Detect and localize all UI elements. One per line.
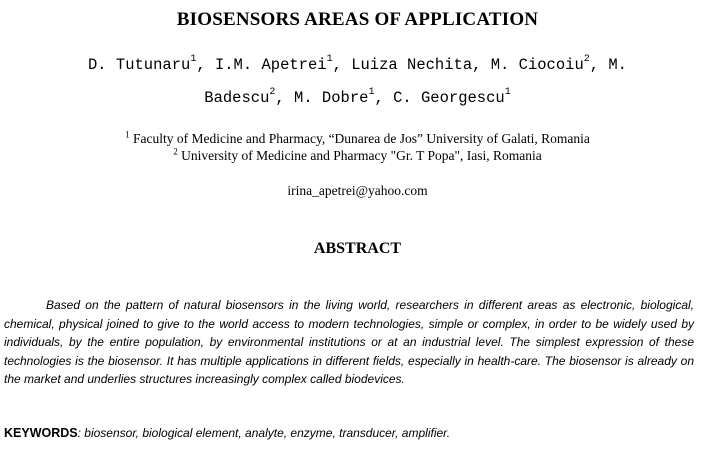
author-name: C. Georgescu [393,89,505,107]
affiliation-2 [0,148,715,164]
author-sep: , [275,89,295,107]
affiliation-1 [0,131,715,147]
abstract-heading: ABSTRACT [313,240,402,257]
author-line-2 [20,82,695,115]
author-sep: , [589,56,609,74]
author-affil-sup: 2 [269,86,276,98]
paper-title: BIOSENSORS AREAS OF APPLICATION [176,9,539,30]
author-sep: , [196,56,215,74]
keywords-label: KEYWORDS [4,426,78,440]
author-sep: , [332,56,352,74]
abstract-body: Based on the pattern of natural biosensors in the living world, researchers in different areas as electronic, biological, chemical, physical joined to give to the world access to modern technologies, simple or complex, in order to be widely used by individuals, by the entire population, by environmental institutions or at an industrial level. The simplest expression of these technologies is the biosensor. It has multiple applications in different fields, especially in health-care. The biosensor is already on the market and underlies structures increasingly complex called biodevices. [4,298,694,387]
affiliation-text: University of Medicine and Pharmacy "Gr. T Popa", Iasi, Romania [181,148,542,163]
author-name: M. [608,56,627,74]
author-list [20,49,695,115]
author-name: I.M. Apetrei [214,56,327,74]
author-name: Luiza Nechita [351,56,473,74]
author-name: Badescu [204,89,270,107]
keywords-list: biosensor, biological element, analyte, enzyme, transducer, amplifier. [84,426,451,440]
affiliation-number: 2 [173,146,178,157]
author-affil-sup: 1 [368,86,375,98]
author-affil-sup: 1 [326,53,333,65]
keywords-line [4,425,704,441]
author-name: D. Tutunaru [88,56,191,74]
keywords-separator: : [77,426,85,440]
author-name: M. Dobre [294,89,369,107]
author-affil-sup: 2 [583,53,590,65]
author-sep: , [374,89,394,107]
author-affil-sup: 1 [190,53,197,65]
author-affil-sup: 1 [504,86,511,98]
author-line-1 [20,49,695,82]
affiliation-number: 1 [125,129,130,140]
author-name: M. Ciocoiu [490,56,584,74]
affiliation-text: Faculty of Medicine and Pharmacy, “Dunarea de Jos” University of Galati, Romania [133,131,590,146]
contact-email: irina_apetrei@yahoo.com [287,183,428,198]
author-sep: , [472,56,491,74]
